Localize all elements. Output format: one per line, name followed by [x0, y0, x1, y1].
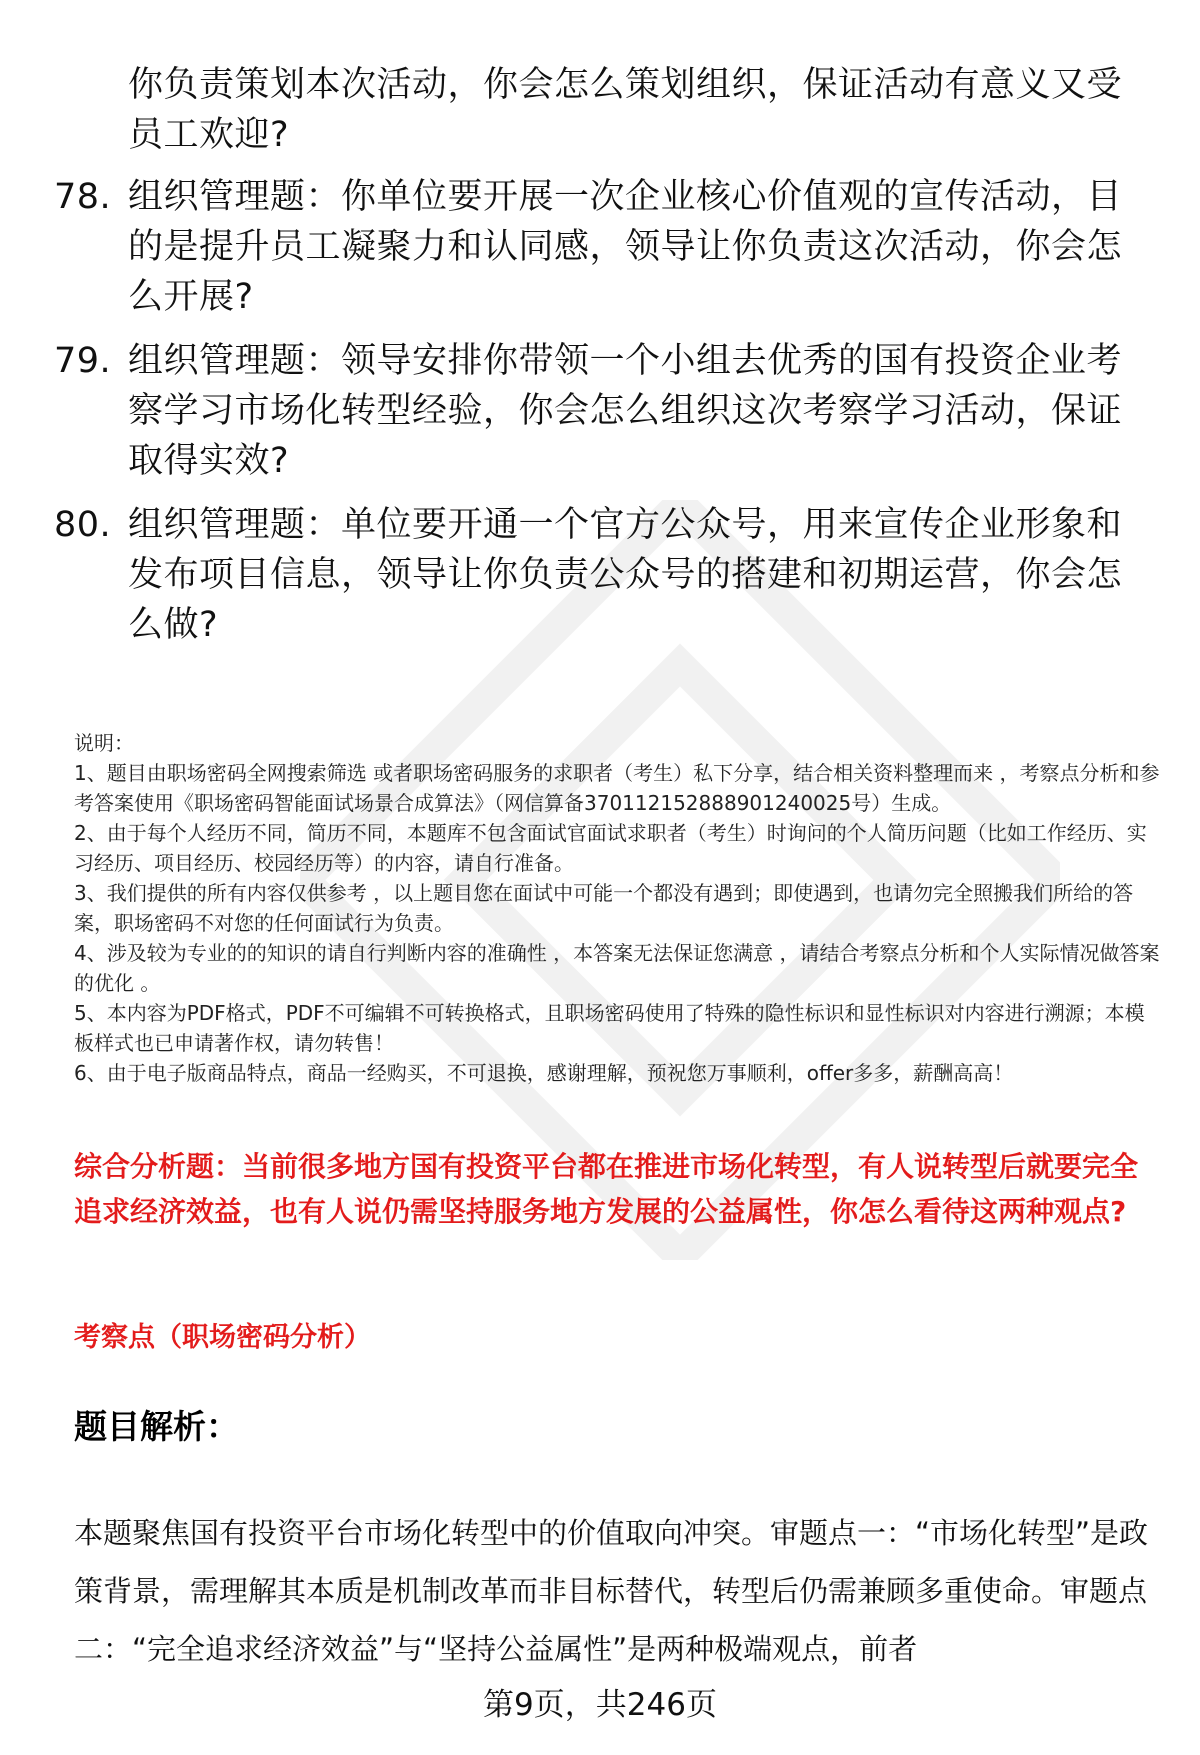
note-item: 1、题目由职场密码全网搜索筛选 或者职场密码服务的求职者（考生）私下分享，结合相关资料整理而来 ，考察点分析和参考答案使用《职场密码智能面试场景合成算法》（网信算备370112152888901240025号）生成。 — [74, 761, 1160, 815]
notes-section — [74, 728, 1160, 1088]
question-number: 78. — [54, 177, 112, 217]
exam-point-label: 考察点（职场密码分析） — [74, 1322, 371, 1353]
question-79 — [54, 336, 1154, 486]
question-number: 79. — [54, 341, 112, 381]
question-number: 80. — [54, 505, 112, 545]
question-text: 组织管理题：领导安排你带领一个小组去优秀的国有投资企业考察学习市场化转型经验，你会怎么组织这次考察学习活动，保证取得实效? — [128, 341, 1123, 481]
notes-heading: 说明： — [74, 731, 134, 755]
note-item: 6、由于电子版商品特点，商品一经购买，不可退换，感谢理解，预祝您万事顺利，offer多多，薪酬高高！ — [74, 1061, 1014, 1085]
question-text: 组织管理题：你单位要开展一次企业核心价值观的宣传活动，目的是提升员工凝聚力和认同感，领导让你负责这次活动，你会怎么开展? — [128, 177, 1123, 317]
analysis-body: 本题聚焦国有投资平台市场化转型中的价值取向冲突。审题点一：“市场化转型”是政策背景，需理解其本质是机制改革而非目标替代，转型后仍需兼顾多重使命。审题点二：“完全追求经济效益”与“坚持公益属性”是两种极端观点，前者 — [74, 1516, 1149, 1666]
question-80 — [54, 500, 1154, 650]
note-item: 4、涉及较为专业的的知识的请自行判断内容的准确性 ，本答案无法保证您满意 ，请结合考察点分析和个人实际情况做答案的优化 。 — [74, 941, 1160, 995]
analysis-title: 题目解析： — [74, 1407, 239, 1446]
note-item: 3、我们提供的所有内容仅供参考 ，以上题目您在面试中可能一个都没有遇到；即使遇到，也请勿完全照搬我们所给的答案，职场密码不对您的任何面试行为负责。 — [74, 881, 1134, 935]
note-item: 5、本内容为PDF格式，PDF不可编辑不可转换格式，且职场密码使用了特殊的隐性标识和显性标识对内容进行溯源；本模板样式也已申请著作权，请勿转售！ — [74, 1001, 1145, 1055]
question-78 — [54, 172, 1154, 322]
question-text: 组织管理题：单位要开通一个官方公众号，用来宣传企业形象和发布项目信息，领导让你负责公众号的搭建和初期运营，你会怎么做? — [128, 505, 1123, 645]
page-number: 第9页，共246页 — [483, 1687, 717, 1723]
featured-question: 综合分析题：当前很多地方国有投资平台都在推进市场化转型，有人说转型后就要完全追求经济效益，也有人说仍需坚持服务地方发展的公益属性，你怎么看待这两种观点? — [74, 1150, 1139, 1228]
question-77-continued: 你负责策划本次活动，你会怎么策划组织，保证活动有意义又受员工欢迎? — [128, 65, 1123, 155]
note-item: 2、由于每个人经历不同，简历不同，本题库不包含面试官面试求职者（考生）时询问的个人简历问题（比如工作经历、实习经历、项目经历、校园经历等）的内容，请自行准备。 — [74, 821, 1147, 875]
